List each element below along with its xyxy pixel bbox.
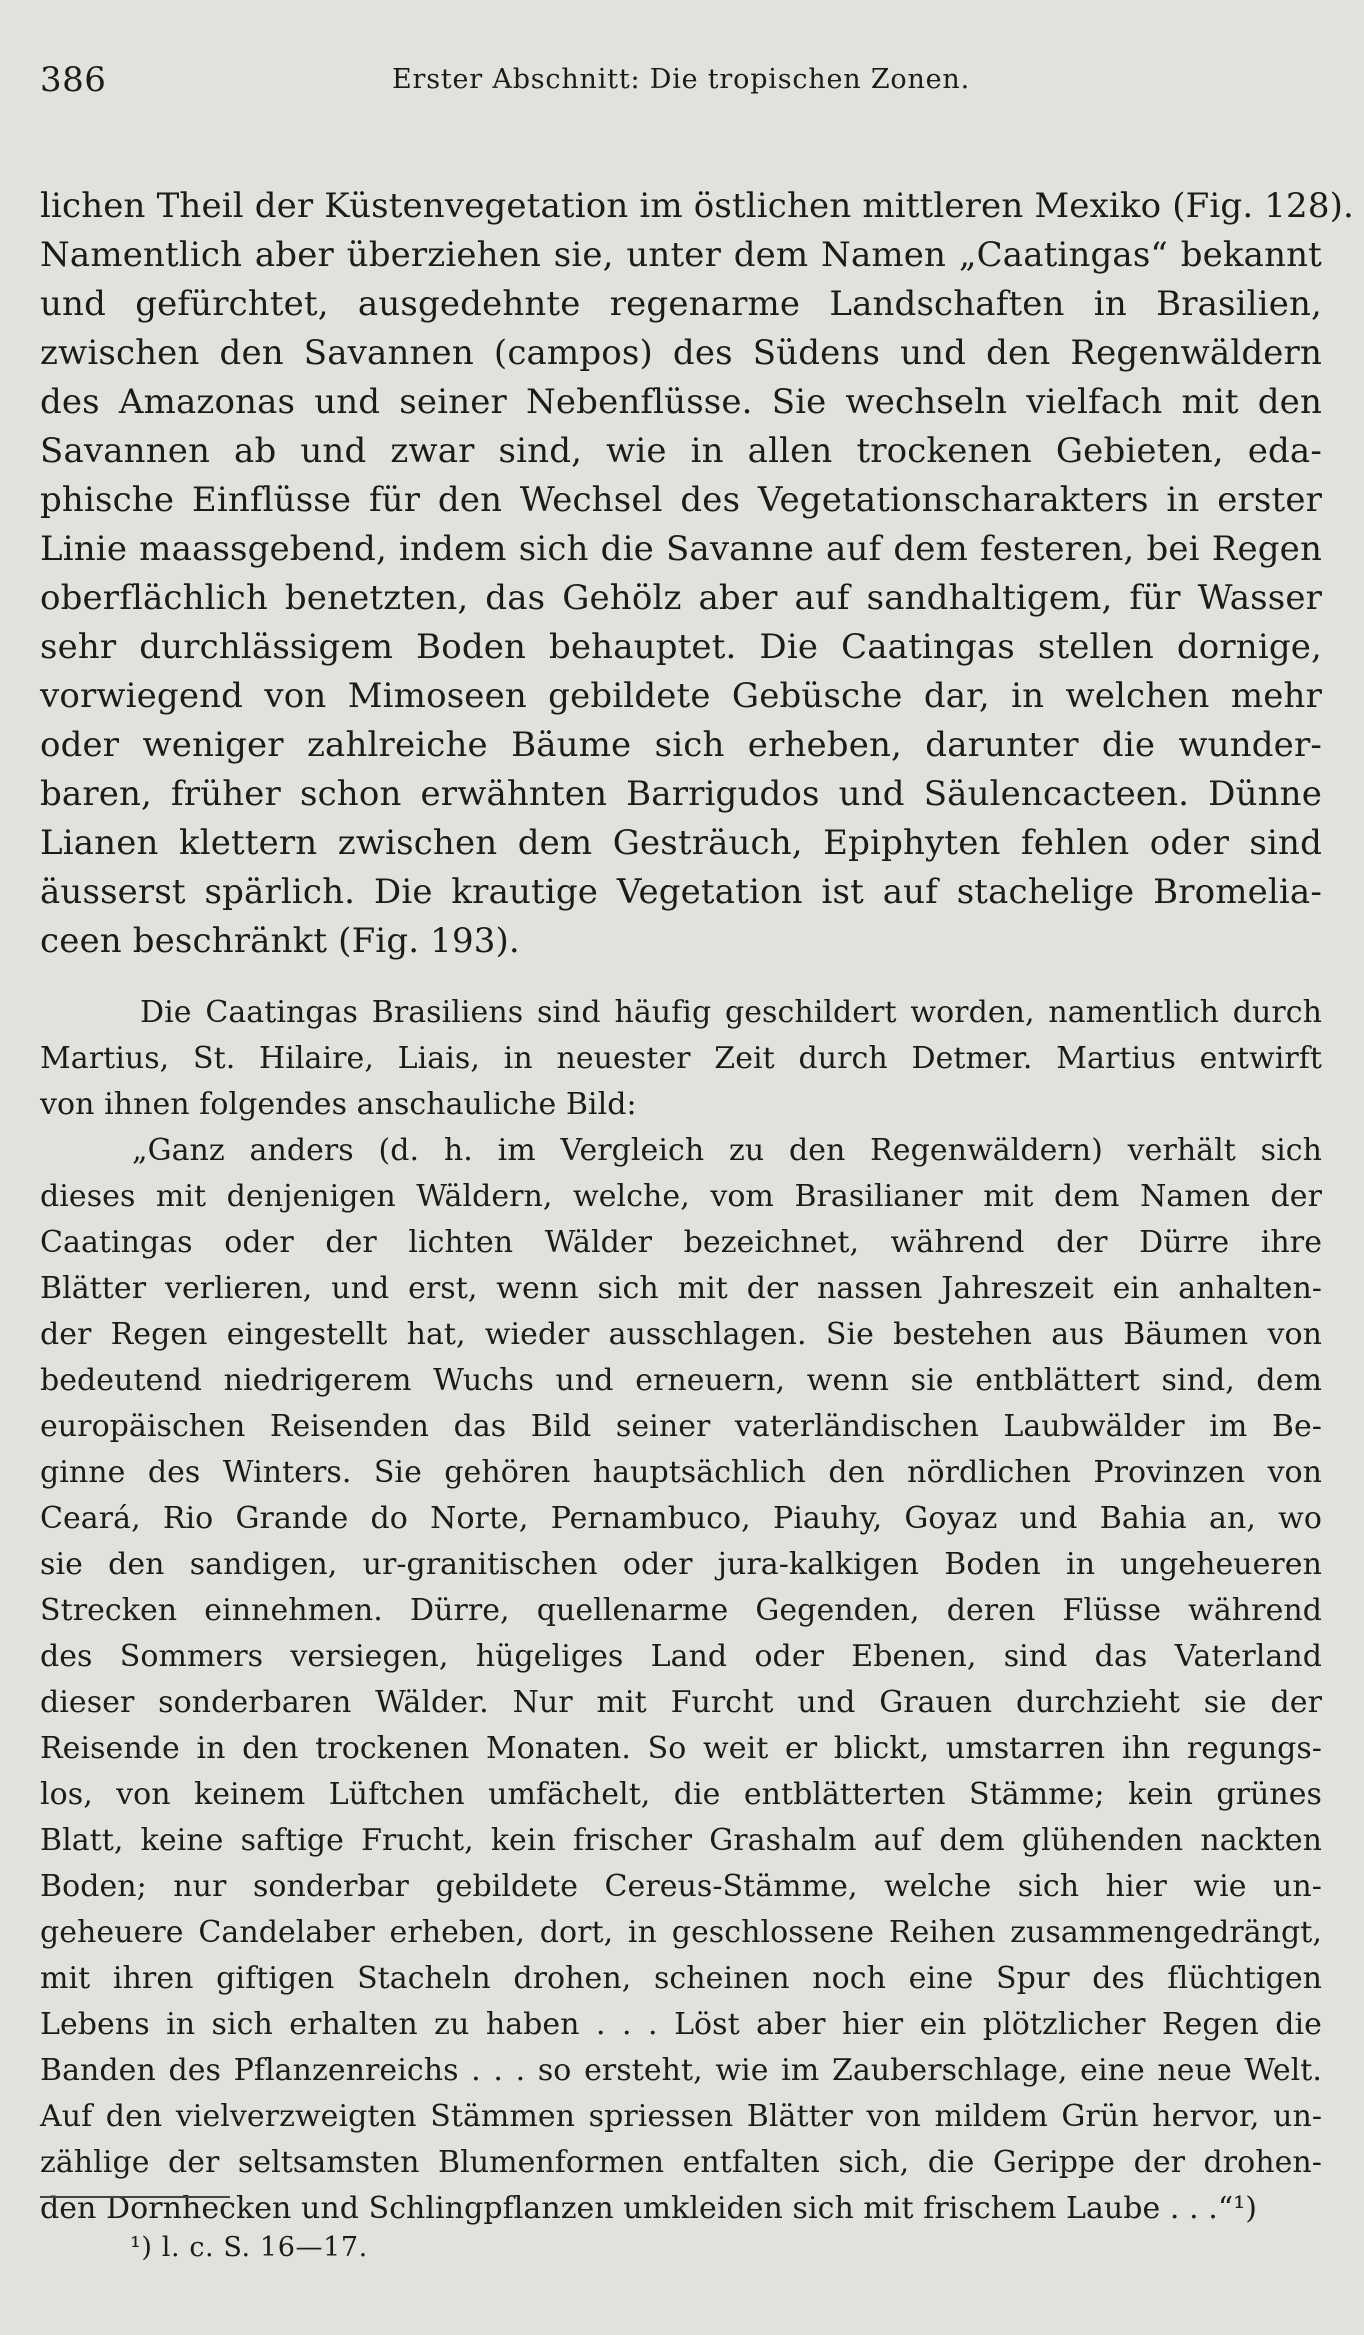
text-line: Reisende in den trockenen Monaten. So weit er blickt, umstarren ihn regungs- xyxy=(40,1731,1322,1766)
text-line: „Ganz anders (d. h. im Vergleich zu den Regenwäldern) verhält sich xyxy=(132,1133,1322,1168)
quoted-passage xyxy=(40,990,1322,2232)
text-line: baren, früher schon erwähnten Barrigudos und Säulencacteen. Dünne xyxy=(40,774,1322,814)
text-line: Die Caatingas Brasiliens sind häufig geschildert worden, namentlich durch xyxy=(140,995,1322,1030)
text-line: europäischen Reisenden das Bild seiner vaterländischen Laubwälder im Be- xyxy=(40,1409,1322,1444)
text-line: und gefürchtet, ausgedehnte regenarme Landschaften in Brasilien, xyxy=(40,284,1322,324)
text-line: dieses mit denjenigen Wäldern, welche, vom Brasilianer mit dem Namen der xyxy=(40,1179,1322,1214)
text-line: mit ihren giftigen Stacheln drohen, scheinen noch eine Spur des flüchtigen xyxy=(40,1961,1322,1996)
text-line: dieser sonderbaren Wälder. Nur mit Furcht und Grauen durchzieht sie der xyxy=(40,1685,1322,1720)
text-line: der Regen eingestellt hat, wieder ausschlagen. Sie bestehen aus Bäumen von xyxy=(40,1317,1322,1352)
text-line: Savannen ab und zwar sind, wie in allen trockenen Gebieten, eda- xyxy=(40,431,1322,471)
text-line: phische Einflüsse für den Wechsel des Vegetationscharakters in erster xyxy=(40,480,1322,520)
text-line: Linie maassgebend, indem sich die Savanne auf dem festeren, bei Regen xyxy=(40,529,1322,569)
text-line: äusserst spärlich. Die krautige Vegetation ist auf stachelige Bromelia- xyxy=(40,872,1322,912)
footnote: ¹) l. c. S. 16—17. xyxy=(130,2232,368,2263)
running-head xyxy=(40,54,1322,132)
running-title: Erster Abschnitt: Die tropischen Zonen. xyxy=(392,64,970,95)
text-line: lichen Theil der Küstenvegetation im östlichen mittleren Mexiko (Fig. 128). xyxy=(40,186,1354,226)
text-line: sehr durchlässigem Boden behauptet. Die Caatingas stellen dornige, xyxy=(40,627,1322,667)
text-line: ceen beschränkt (Fig. 193). xyxy=(40,921,520,961)
text-line: Strecken einnehmen. Dürre, quellenarme Gegenden, deren Flüsse während xyxy=(40,1593,1322,1628)
footnote-divider xyxy=(40,2196,230,2198)
text-line: Caatingas oder der lichten Wälder bezeichnet, während der Dürre ihre xyxy=(40,1225,1322,1260)
text-line: des Amazonas und seiner Nebenflüsse. Sie wechseln vielfach mit den xyxy=(40,382,1322,422)
body-text xyxy=(40,182,1354,2232)
text-line: Auf den vielverzweigten Stämmen spriessen Blätter von mildem Grün hervor, un- xyxy=(40,2099,1322,2134)
text-line: ginne des Winters. Sie gehören hauptsächlich den nördlichen Provinzen von xyxy=(40,1455,1322,1490)
text-line: Blatt, keine saftige Frucht, kein frischer Grashalm auf dem glühenden nackten xyxy=(40,1823,1322,1858)
text-line: Lianen klettern zwischen dem Gesträuch, Epiphyten fehlen oder sind xyxy=(40,823,1322,863)
text-line: zwischen den Savannen (campos) des Südens und den Regenwäldern xyxy=(40,333,1322,373)
text-line: den Dornhecken und Schlingpflanzen umkleiden sich mit frischem Laube . . .“¹) xyxy=(40,2191,1258,2226)
text-line: los, von keinem Lüftchen umfächelt, die entblätterten Stämme; kein grünes xyxy=(40,1777,1322,1812)
main-paragraph xyxy=(40,182,1354,966)
text-line: Banden des Pflanzenreichs . . . so ersteht, wie im Zauberschlage, eine neue Welt. xyxy=(40,2053,1322,2088)
text-line: geheuere Candelaber erheben, dort, in geschlossene Reihen zusammengedrängt, xyxy=(40,1915,1322,1950)
text-line: des Sommers versiegen, hügeliges Land oder Ebenen, sind das Vaterland xyxy=(40,1639,1322,1674)
text-line: von ihnen folgendes anschauliche Bild: xyxy=(40,1087,637,1122)
text-line: Blätter verlieren, und erst, wenn sich mit der nassen Jahreszeit ein anhalten- xyxy=(40,1271,1322,1306)
text-line: Ceará, Rio Grande do Norte, Pernambuco, Piauhy, Goyaz und Bahia an, wo xyxy=(40,1501,1322,1536)
text-line: Lebens in sich erhalten zu haben . . . Löst aber hier ein plötzlicher Regen die xyxy=(40,2007,1322,2042)
text-line: oder weniger zahlreiche Bäume sich erheben, darunter die wunder- xyxy=(40,725,1322,765)
text-line: vorwiegend von Mimoseen gebildete Gebüsche dar, in welchen mehr xyxy=(40,676,1322,716)
text-line: sie den sandigen, ur-granitischen oder jura-kalkigen Boden in ungeheueren xyxy=(40,1547,1322,1582)
text-line: Boden; nur sonderbar gebildete Cereus-Stämme, welche sich hier wie un- xyxy=(40,1869,1322,1904)
text-line: Namentlich aber überziehen sie, unter dem Namen „Caatingas“ bekannt xyxy=(40,235,1322,275)
text-line: bedeutend niedrigerem Wuchs und erneuern, wenn sie entblättert sind, dem xyxy=(40,1363,1322,1398)
text-line: zählige der seltsamsten Blumenformen entfalten sich, die Gerippe der drohen- xyxy=(40,2145,1322,2180)
text-line: oberflächlich benetzten, das Gehölz aber auf sandhaltigem, für Wasser xyxy=(40,578,1322,618)
page-number: 386 xyxy=(40,60,107,100)
text-line: Martius, St. Hilaire, Liais, in neuester Zeit durch Detmer. Martius entwirft xyxy=(40,1041,1322,1076)
